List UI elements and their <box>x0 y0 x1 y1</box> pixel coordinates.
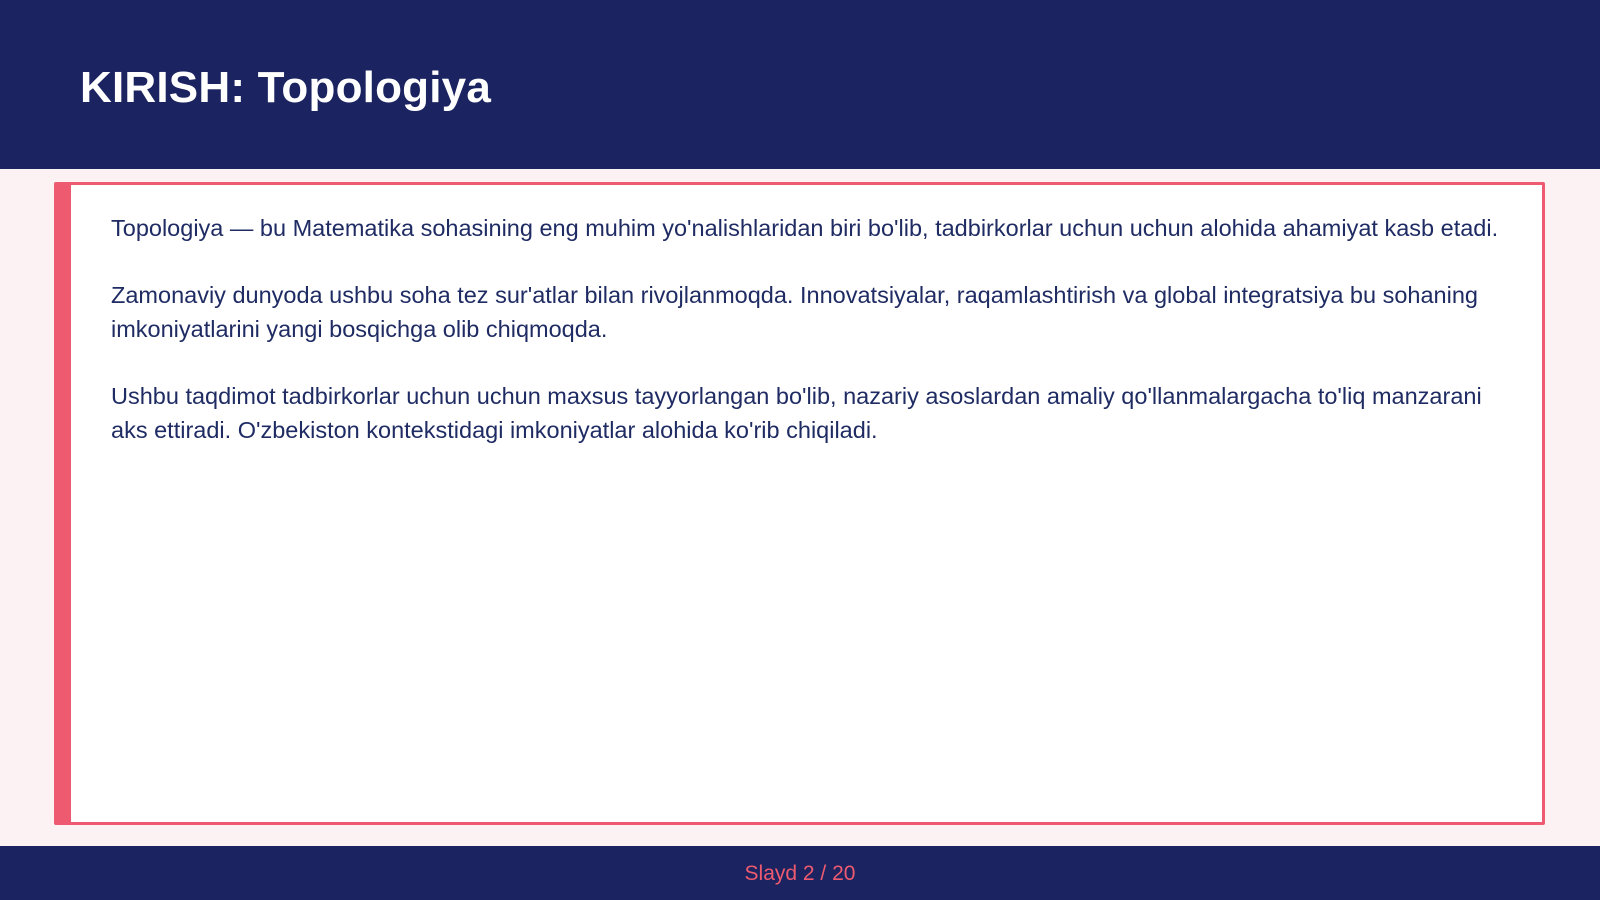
content-body <box>111 211 1501 480</box>
slide-counter: Slayd 2 / 20 <box>744 862 856 885</box>
slide-footer <box>0 846 1600 900</box>
paragraph: Ushbu taqdimot tadbirkorlar uchun uchun maxsus tayyorlangan bo'lib, nazariy asoslardan amaliy qo'llanmalargacha to'liq manzarani aks ettiradi. O'zbekiston kontekstidagi imkoniyatlar alohida ko'rib chiqiladi. <box>111 383 1482 443</box>
slide-header <box>0 0 1600 169</box>
slide-title: KIRISH: Topologiya <box>80 63 491 112</box>
content-card <box>54 182 1545 825</box>
paragraph: Topologiya — bu Matematika sohasining eng muhim yo'nalishlaridan biri bo'lib, tadbirkorlar uchun uchun alohida ahamiyat kasb etadi. <box>111 215 1499 241</box>
paragraph: Zamonaviy dunyoda ushbu soha tez sur'atlar bilan rivojlanmoqda. Innovatsiyalar, raqamlashtirish va global integratsiya bu sohaning imkoniyatlarini yangi bosqichga olib chiqmoqda. <box>111 282 1478 342</box>
